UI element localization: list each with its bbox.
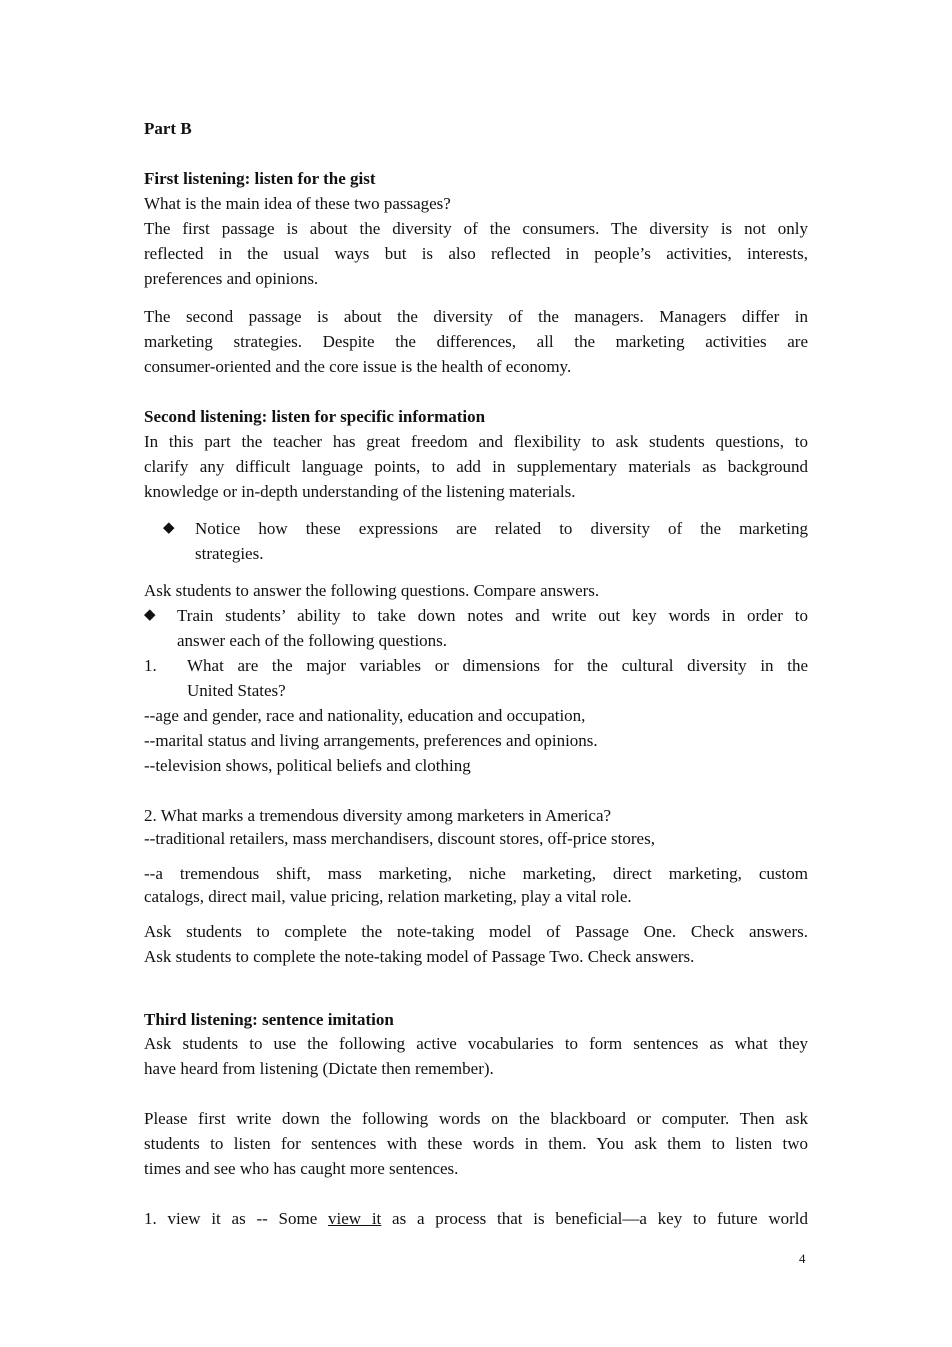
instruction-line: Ask students to complete the note-taking model of Passage One. Check answers.	[144, 922, 808, 941]
paragraph-line: knowledge or in-depth understanding of the listening materials.	[144, 482, 576, 501]
paragraph-line: students to listen for sentences with these words in them. You ask them to listen two	[144, 1134, 808, 1153]
page-number: 4	[799, 1251, 806, 1266]
answer-line: --age and gender, race and nationality, education and occupation,	[144, 706, 586, 725]
bullet-text-line: answer each of the following questions.	[177, 631, 448, 650]
third-listening-heading: Third listening: sentence imitation	[144, 1010, 394, 1029]
question-line: 2. What marks a tremendous diversity among marketers in America?	[144, 806, 612, 825]
gist-question: What is the main idea of these two passages?	[144, 194, 451, 213]
diamond-bullet-icon: ◆	[144, 607, 156, 623]
paragraph-line: preferences and opinions.	[144, 269, 319, 288]
bullet-text-line: Train students’ ability to take down notes and write out key words in order to	[177, 606, 808, 625]
part-heading: Part B	[144, 119, 192, 138]
instruction-line: Ask students to complete the note-taking model of Passage Two. Check answers.	[144, 947, 695, 966]
paragraph-line: Please first write down the following words on the blackboard or computer. Then ask	[144, 1109, 808, 1128]
bullet-text-line: Notice how these expressions are related to diversity of the marketing	[195, 519, 808, 538]
answer-line: --marital status and living arrangements, preferences and opinions.	[144, 731, 598, 750]
answer-line: --traditional retailers, mass merchandisers, discount stores, off-price stores,	[144, 829, 655, 848]
vocab-item	[144, 1206, 808, 1231]
second-listening-heading: Second listening: listen for specific information	[144, 407, 486, 426]
question-number: 1.	[144, 656, 157, 675]
answer-line: catalogs, direct mail, value pricing, relation marketing, play a vital role.	[144, 887, 632, 906]
vocab-item-rest: as a process that is beneficial—a key to future world	[381, 1209, 808, 1228]
diamond-bullet-icon: ◆	[163, 520, 175, 536]
paragraph-line: The first passage is about the diversity of the consumers. The diversity is not only	[144, 219, 808, 238]
paragraph-line: have heard from listening (Dictate then remember).	[144, 1059, 494, 1078]
answer-line: --television shows, political beliefs and clothing	[144, 756, 471, 775]
question-line: United States?	[187, 681, 286, 700]
paragraph-line: clarify any difficult language points, to add in supplementary materials as background	[144, 457, 808, 476]
paragraph-line: The second passage is about the diversity of the managers. Managers differ in	[144, 307, 808, 326]
first-listening-heading: First listening: listen for the gist	[144, 169, 376, 188]
paragraph-line: consumer-oriented and the core issue is the health of economy.	[144, 357, 572, 376]
question-line: What are the major variables or dimensions for the cultural diversity in the	[187, 656, 808, 675]
vocab-item-lead: 1. view it as -- Some	[144, 1209, 329, 1228]
paragraph-line: Ask students to use the following active vocabularies to form sentences as what they	[144, 1034, 808, 1053]
paragraph-line: marketing strategies. Despite the differences, all the marketing activities are	[144, 332, 808, 351]
instruction-line: Ask students to answer the following questions. Compare answers.	[144, 581, 600, 600]
underlined-phrase: view it	[328, 1209, 382, 1228]
bullet-text-line: strategies.	[195, 544, 264, 563]
paragraph-line: times and see who has caught more sentences.	[144, 1159, 459, 1178]
paragraph-line: reflected in the usual ways but is also reflected in people’s activities, interests,	[144, 244, 808, 263]
answer-line: --a tremendous shift, mass marketing, niche marketing, direct marketing, custom	[144, 864, 808, 883]
paragraph-line: In this part the teacher has great freedom and flexibility to ask students questions, to	[144, 432, 808, 451]
